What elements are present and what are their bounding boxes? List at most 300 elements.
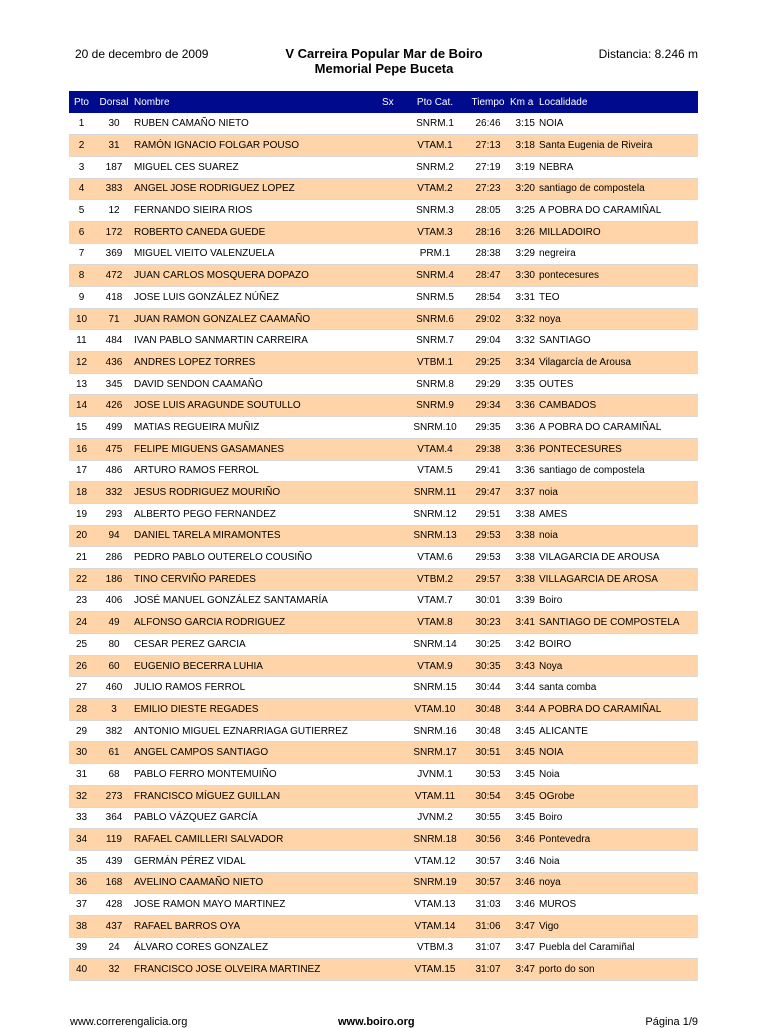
cell-km: 3:43 [510,655,539,677]
cell-sx [382,525,404,547]
cell-tiempo: 30:51 [466,742,510,764]
cell-nombre: TINO CERVIÑO PAREDES [134,568,382,590]
cell-sx [382,221,404,243]
cell-pto-cat: SNRM.3 [404,200,466,222]
cell-tiempo: 29:47 [466,482,510,504]
cell-pto-cat: VTBM.2 [404,568,466,590]
cell-nombre: ROBERTO CANEDA GUEDE [134,221,382,243]
cell-pto-cat: VTAM.1 [404,135,466,157]
cell-km: 3:41 [510,612,539,634]
cell-km: 3:46 [510,829,539,851]
table-row [69,503,698,525]
cell-dorsal: 49 [94,612,134,634]
cell-nombre: RAMÓN IGNACIO FOLGAR POUSO [134,135,382,157]
cell-pto: 14 [69,395,94,417]
cell-pto: 30 [69,742,94,764]
cell-sx [382,959,404,981]
cell-localidade: AMES [539,503,698,525]
cell-nombre: JULIO RAMOS FERROL [134,677,382,699]
cell-localidade: Boiro [539,590,698,612]
cell-pto-cat: SNRM.12 [404,503,466,525]
cell-dorsal: 345 [94,373,134,395]
cell-sx [382,135,404,157]
cell-km: 3:46 [510,850,539,872]
cell-pto: 39 [69,937,94,959]
cell-tiempo: 28:05 [466,200,510,222]
cell-pto: 4 [69,178,94,200]
cell-nombre: MATIAS REGUEIRA MUÑIZ [134,417,382,439]
cell-localidade: Boiro [539,807,698,829]
table-row [69,417,698,439]
cell-dorsal: 187 [94,156,134,178]
cell-pto: 10 [69,308,94,330]
cell-pto: 28 [69,699,94,721]
cell-km: 3:29 [510,243,539,265]
cell-sx [382,568,404,590]
cell-tiempo: 29:53 [466,547,510,569]
cell-pto-cat: VTAM.10 [404,699,466,721]
table-row [69,720,698,742]
cell-pto: 22 [69,568,94,590]
cell-nombre: CESAR PEREZ GARCIA [134,634,382,656]
cell-nombre: FELIPE MIGUENS GASAMANES [134,438,382,460]
cell-pto-cat: VTAM.13 [404,894,466,916]
table-row [69,178,698,200]
cell-nombre: RAFAEL BARROS OYA [134,915,382,937]
cell-localidade: Noia [539,764,698,786]
cell-pto: 38 [69,915,94,937]
cell-sx [382,243,404,265]
cell-dorsal: 31 [94,135,134,157]
cell-pto-cat: SNRM.6 [404,308,466,330]
cell-pto-cat: SNRM.18 [404,829,466,851]
cell-localidade: NOIA [539,113,698,135]
cell-pto: 32 [69,785,94,807]
cell-pto-cat: JVNM.1 [404,764,466,786]
results-table [69,91,698,981]
cell-sx [382,503,404,525]
cell-sx [382,178,404,200]
table-row [69,200,698,222]
cell-pto: 27 [69,677,94,699]
page-number: Página 1/9 [645,1016,698,1028]
cell-tiempo: 27:23 [466,178,510,200]
cell-nombre: FRANCISCO MÍGUEZ GUILLAN [134,785,382,807]
cell-tiempo: 27:19 [466,156,510,178]
cell-dorsal: 71 [94,308,134,330]
table-row [69,894,698,916]
cell-nombre: PABLO FERRO MONTEMUIÑO [134,764,382,786]
cell-pto-cat: VTAM.7 [404,590,466,612]
cell-pto: 19 [69,503,94,525]
cell-nombre: PEDRO PABLO OUTERELO COUSIÑO [134,547,382,569]
cell-nombre: JESUS RODRIGUEZ MOURIÑO [134,482,382,504]
cell-dorsal: 382 [94,720,134,742]
cell-nombre: FRANCISCO JOSE OLVEIRA MARTINEZ [134,959,382,981]
table-row [69,547,698,569]
table-header-row [69,91,698,113]
cell-dorsal: 486 [94,460,134,482]
cell-localidade: CAMBADOS [539,395,698,417]
cell-tiempo: 29:04 [466,330,510,352]
cell-nombre: JUAN CARLOS MOSQUERA DOPAZO [134,265,382,287]
cell-localidade: SANTIAGO DE COMPOSTELA [539,612,698,634]
cell-sx [382,785,404,807]
cell-localidade: porto do son [539,959,698,981]
cell-pto: 29 [69,720,94,742]
cell-localidade: noya [539,308,698,330]
cell-nombre: DANIEL TARELA MIRAMONTES [134,525,382,547]
cell-km: 3:38 [510,568,539,590]
table-row [69,330,698,352]
cell-pto: 9 [69,287,94,309]
cell-localidade: Noya [539,655,698,677]
cell-sx [382,872,404,894]
cell-localidade: NEBRA [539,156,698,178]
cell-km: 3:19 [510,156,539,178]
cell-sx [382,308,404,330]
cell-nombre: JOSE RAMON MAYO MARTINEZ [134,894,382,916]
col-header-pto: Pto [73,96,89,108]
cell-nombre: ALBERTO PEGO FERNANDEZ [134,503,382,525]
col-header-nombre: Nombre [134,96,170,108]
cell-dorsal: 437 [94,915,134,937]
cell-dorsal: 418 [94,287,134,309]
table-row [69,352,698,374]
cell-tiempo: 30:48 [466,720,510,742]
cell-nombre: FERNANDO SIEIRA RIOS [134,200,382,222]
table-row [69,287,698,309]
cell-km: 3:18 [510,135,539,157]
table-row [69,915,698,937]
cell-nombre: MIGUEL VIEITO VALENZUELA [134,243,382,265]
cell-km: 3:31 [510,287,539,309]
cell-sx [382,373,404,395]
cell-sx [382,677,404,699]
cell-km: 3:47 [510,915,539,937]
table-row [69,568,698,590]
cell-km: 3:42 [510,634,539,656]
cell-pto: 11 [69,330,94,352]
cell-sx [382,417,404,439]
cell-sx [382,265,404,287]
cell-pto-cat: VTAM.6 [404,547,466,569]
cell-km: 3:32 [510,330,539,352]
cell-sx [382,547,404,569]
cell-km: 3:45 [510,785,539,807]
cell-dorsal: 80 [94,634,134,656]
cell-km: 3:45 [510,720,539,742]
race-distance: Distancia: 8.246 m [598,47,698,61]
cell-localidade: NOIA [539,742,698,764]
cell-sx [382,352,404,374]
cell-tiempo: 29:02 [466,308,510,330]
cell-dorsal: 499 [94,417,134,439]
cell-pto: 13 [69,373,94,395]
cell-pto-cat: SNRM.13 [404,525,466,547]
cell-localidade: A POBRA DO CARAMIÑAL [539,417,698,439]
cell-km: 3:45 [510,742,539,764]
cell-tiempo: 29:57 [466,568,510,590]
table-row [69,634,698,656]
cell-sx [382,113,404,135]
col-header-dorsal: Dorsal [99,96,129,108]
cell-sx [382,655,404,677]
cell-dorsal: 3 [94,699,134,721]
cell-pto-cat: SNRM.4 [404,265,466,287]
cell-nombre: JUAN RAMON GONZALEZ CAAMAÑO [134,308,382,330]
cell-km: 3:36 [510,395,539,417]
cell-sx [382,156,404,178]
cell-pto: 34 [69,829,94,851]
cell-km: 3:47 [510,937,539,959]
cell-tiempo: 31:07 [466,959,510,981]
cell-pto-cat: VTAM.8 [404,612,466,634]
cell-km: 3:46 [510,894,539,916]
cell-tiempo: 30:23 [466,612,510,634]
footer-left-link[interactable]: www.correrengalicia.org [70,1016,188,1028]
cell-pto-cat: SNRM.5 [404,287,466,309]
table-row [69,612,698,634]
cell-km: 3:38 [510,547,539,569]
cell-tiempo: 31:06 [466,915,510,937]
cell-pto-cat: SNRM.1 [404,113,466,135]
cell-tiempo: 29:25 [466,352,510,374]
cell-localidade: PONTECESURES [539,438,698,460]
cell-pto: 20 [69,525,94,547]
cell-localidade: pontecesures [539,265,698,287]
cell-localidade: noia [539,482,698,504]
cell-km: 3:32 [510,308,539,330]
cell-pto: 17 [69,460,94,482]
cell-localidade: Vilagarcía de Arousa [539,352,698,374]
cell-sx [382,764,404,786]
cell-tiempo: 29:53 [466,525,510,547]
cell-pto-cat: SNRM.2 [404,156,466,178]
cell-localidade: noya [539,872,698,894]
cell-sx [382,395,404,417]
table-row [69,764,698,786]
cell-km: 3:45 [510,807,539,829]
table-row [69,525,698,547]
cell-dorsal: 293 [94,503,134,525]
cell-tiempo: 28:54 [466,287,510,309]
cell-pto: 31 [69,764,94,786]
cell-pto-cat: SNRM.7 [404,330,466,352]
cell-pto-cat: JVNM.2 [404,807,466,829]
cell-tiempo: 27:13 [466,135,510,157]
cell-km: 3:44 [510,677,539,699]
cell-localidade: MUROS [539,894,698,916]
cell-localidade: negreira [539,243,698,265]
cell-dorsal: 364 [94,807,134,829]
cell-nombre: JOSE LUIS GONZÁLEZ NÚÑEZ [134,287,382,309]
cell-nombre: ARTURO RAMOS FERROL [134,460,382,482]
cell-pto-cat: VTAM.9 [404,655,466,677]
cell-dorsal: 68 [94,764,134,786]
cell-dorsal: 273 [94,785,134,807]
cell-pto-cat: SNRM.14 [404,634,466,656]
cell-pto: 18 [69,482,94,504]
race-title-line-2: Memorial Pepe Buceta [314,61,454,76]
table-row [69,872,698,894]
cell-km: 3:37 [510,482,539,504]
cell-dorsal: 472 [94,265,134,287]
cell-pto: 25 [69,634,94,656]
cell-nombre: ALFONSO GARCIA RODRIGUEZ [134,612,382,634]
cell-pto: 26 [69,655,94,677]
table-row [69,373,698,395]
table-row [69,785,698,807]
cell-pto: 16 [69,438,94,460]
table-row [69,221,698,243]
table-row [69,655,698,677]
cell-tiempo: 28:16 [466,221,510,243]
cell-dorsal: 383 [94,178,134,200]
cell-localidade: MILLADOIRO [539,221,698,243]
cell-km: 3:15 [510,113,539,135]
cell-pto: 36 [69,872,94,894]
cell-localidade: santa comba [539,677,698,699]
cell-dorsal: 369 [94,243,134,265]
cell-sx [382,894,404,916]
col-header-localidade: Localidade [539,96,588,108]
cell-pto: 33 [69,807,94,829]
cell-sx [382,720,404,742]
cell-tiempo: 30:53 [466,764,510,786]
cell-nombre: IVAN PABLO SANMARTIN CARREIRA [134,330,382,352]
cell-tiempo: 30:56 [466,829,510,851]
cell-pto: 37 [69,894,94,916]
cell-nombre: ANTONIO MIGUEL EZNARRIAGA GUTIERREZ [134,720,382,742]
table-row [69,460,698,482]
cell-pto-cat: VTAM.12 [404,850,466,872]
cell-pto-cat: VTBM.3 [404,937,466,959]
cell-nombre: EMILIO DIESTE REGADES [134,699,382,721]
cell-dorsal: 186 [94,568,134,590]
cell-pto: 24 [69,612,94,634]
cell-km: 3:36 [510,460,539,482]
cell-km: 3:39 [510,590,539,612]
cell-nombre: MIGUEL CES SUAREZ [134,156,382,178]
table-row [69,135,698,157]
cell-tiempo: 31:07 [466,937,510,959]
col-header-km: Km a [510,96,534,108]
cell-nombre: ANGEL JOSE RODRIGUEZ LOPEZ [134,178,382,200]
col-header-pto-cat: Pto Cat. [416,96,454,108]
cell-tiempo: 30:57 [466,850,510,872]
cell-dorsal: 172 [94,221,134,243]
cell-sx [382,200,404,222]
cell-localidade: VILLAGARCIA DE AROSA [539,568,698,590]
cell-localidade: A POBRA DO CARAMIÑAL [539,699,698,721]
cell-km: 3:35 [510,373,539,395]
cell-pto-cat: SNRM.9 [404,395,466,417]
footer-center-link[interactable]: www.boiro.org [338,1016,415,1028]
cell-nombre: PABLO VÁZQUEZ GARCÍA [134,807,382,829]
cell-dorsal: 406 [94,590,134,612]
table-row [69,807,698,829]
cell-tiempo: 30:44 [466,677,510,699]
race-date: 20 de decembro de 2009 [75,47,209,61]
cell-nombre: DAVID SENDON CAAMAÑO [134,373,382,395]
cell-tiempo: 30:35 [466,655,510,677]
cell-tiempo: 29:41 [466,460,510,482]
cell-dorsal: 60 [94,655,134,677]
cell-sx [382,807,404,829]
table-row [69,243,698,265]
cell-pto-cat: SNRM.16 [404,720,466,742]
cell-tiempo: 30:25 [466,634,510,656]
cell-pto-cat: SNRM.17 [404,742,466,764]
cell-dorsal: 286 [94,547,134,569]
col-header-tiempo: Tiempo [471,96,505,108]
cell-localidade: Vigo [539,915,698,937]
cell-pto-cat: SNRM.15 [404,677,466,699]
cell-tiempo: 29:35 [466,417,510,439]
cell-tiempo: 31:03 [466,894,510,916]
cell-nombre: ÁLVARO CORES GONZALEZ [134,937,382,959]
cell-nombre: ANGEL CAMPOS SANTIAGO [134,742,382,764]
cell-pto: 40 [69,959,94,981]
cell-nombre: RUBEN CAMAÑO NIETO [134,113,382,135]
cell-pto-cat: SNRM.11 [404,482,466,504]
cell-dorsal: 439 [94,850,134,872]
cell-sx [382,330,404,352]
cell-tiempo: 29:29 [466,373,510,395]
cell-sx [382,460,404,482]
cell-km: 3:25 [510,200,539,222]
cell-pto-cat: VTAM.4 [404,438,466,460]
cell-dorsal: 61 [94,742,134,764]
cell-tiempo: 29:51 [466,503,510,525]
cell-pto: 5 [69,200,94,222]
cell-dorsal: 460 [94,677,134,699]
cell-pto-cat: SNRM.8 [404,373,466,395]
cell-dorsal: 475 [94,438,134,460]
cell-dorsal: 32 [94,959,134,981]
table-row [69,265,698,287]
table-row [69,699,698,721]
table-row [69,850,698,872]
cell-km: 3:46 [510,872,539,894]
table-row [69,395,698,417]
cell-dorsal: 426 [94,395,134,417]
cell-km: 3:38 [510,503,539,525]
cell-localidade: santiago de compostela [539,460,698,482]
cell-pto: 6 [69,221,94,243]
cell-km: 3:47 [510,959,539,981]
cell-tiempo: 28:38 [466,243,510,265]
table-row [69,156,698,178]
cell-pto-cat: SNRM.10 [404,417,466,439]
table-row [69,829,698,851]
cell-pto: 3 [69,156,94,178]
cell-sx [382,699,404,721]
cell-localidade: Puebla del Caramiñal [539,937,698,959]
cell-dorsal: 436 [94,352,134,374]
table-row [69,742,698,764]
cell-pto: 12 [69,352,94,374]
cell-nombre: RAFAEL CAMILLERI SALVADOR [134,829,382,851]
table-row [69,113,698,135]
cell-pto-cat: VTBM.1 [404,352,466,374]
cell-tiempo: 30:55 [466,807,510,829]
cell-localidade: OUTES [539,373,698,395]
cell-tiempo: 26:46 [466,113,510,135]
cell-tiempo: 29:38 [466,438,510,460]
cell-km: 3:44 [510,699,539,721]
